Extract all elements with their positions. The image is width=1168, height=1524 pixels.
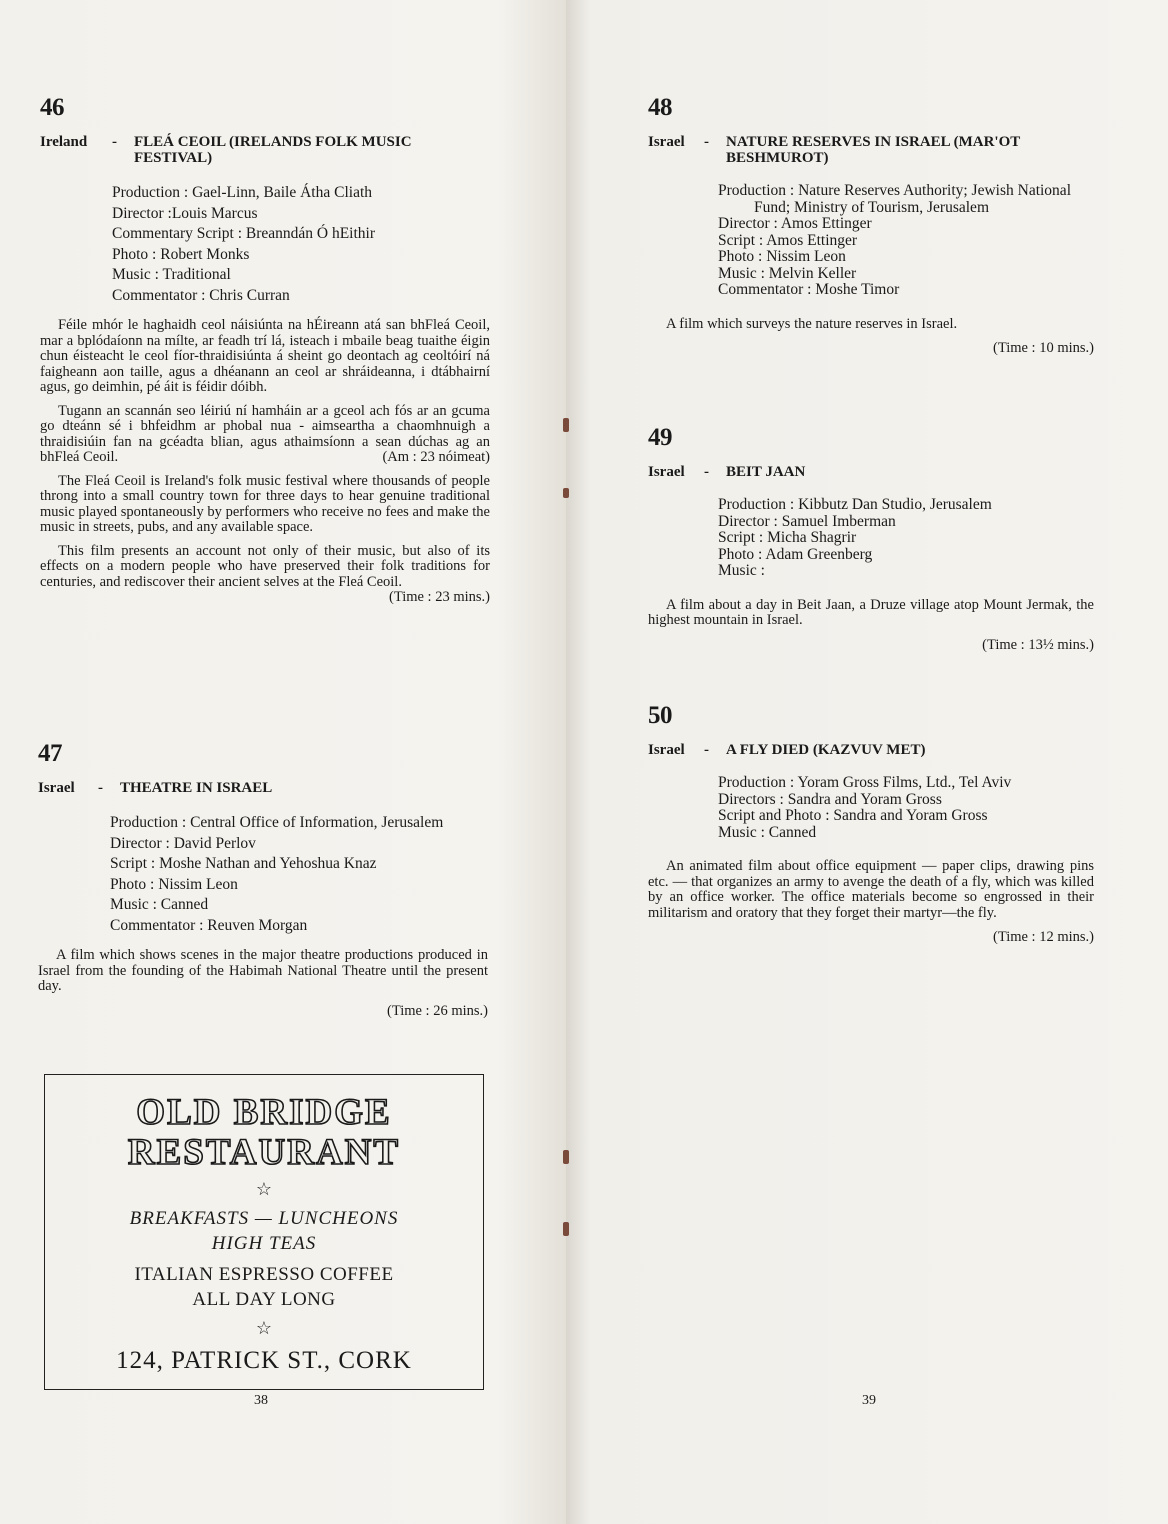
page-number: 38 — [254, 1393, 268, 1408]
running-time: (Time : 23 mins.) — [389, 589, 490, 605]
restaurant-address: 124, PATRICK ST., CORK — [116, 1347, 412, 1374]
restaurant-name-line1: OLD BRIDGE — [136, 1092, 392, 1133]
entry-50 — [648, 702, 1094, 946]
heading-dash: - — [704, 742, 709, 758]
credit-line: Director : Samuel Imberman — [718, 512, 896, 530]
heading-dash: - — [704, 464, 709, 480]
right-page — [566, 0, 1168, 1524]
left-page — [0, 0, 566, 1524]
entry-heading — [648, 134, 1094, 166]
credit-line: Directors : Sandra and Yoram Gross — [718, 790, 942, 808]
credit-line: Music : — [718, 562, 765, 579]
ad-line: HIGH TEAS — [211, 1233, 317, 1254]
binding-staple — [563, 1222, 569, 1236]
credit-line: Production : Central Office of Information, Jerusalem — [110, 814, 444, 831]
restaurant-name-line2: RESTAURANT — [127, 1132, 401, 1173]
description-paragraph — [40, 404, 490, 466]
credit-line: Commentary Script : Breanndán Ó hEithir — [112, 225, 376, 242]
description-paragraph: A film which shows scenes in the major theatre productions produced in Israel from the founding of the Habimah National Theatre until the present day. — [38, 947, 488, 994]
credit-line: Commentator : Reuven Morgan — [110, 916, 308, 934]
credit-line: Director :Louis Marcus — [112, 204, 258, 222]
credit-line: Photo : Adam Greenberg — [718, 545, 873, 563]
description-paragraph: An animated film about office equipment — paper clips, drawing pins etc. — that organizes an army to avenge the death of a fly, which was killed by an office worker. The office materials become so engrossed in their militarism and oratory that they forget their martyr—the fly. — [648, 858, 1094, 921]
entry-title: NATURE RESERVES IN ISRAEL (MAR'OT BESHMUROT) — [726, 134, 1020, 166]
paragraph-text: Tugann an scannán seo léiriú ní hamháin ar a gceol ach fós ar an gcuma go dteánn sé i bhfeidhm ar phobal nua - aimseartha a chaomhnuigh a thraidisiúin fan na gcéadta blian, agus athaimsíonn a sean dúchas ag an bhFleá Ceoil. — [40, 402, 490, 465]
credit-line: Photo : Nissim Leon — [718, 248, 846, 265]
entry-title: A FLY DIED (KAZVUV MET) — [726, 742, 926, 758]
entry-country: Israel — [648, 742, 685, 758]
entry-country: Israel — [648, 134, 685, 150]
running-time: (Time : 10 mins.) — [993, 340, 1094, 356]
credit-line: Photo : Nissim Leon — [110, 875, 238, 893]
credit-line: Script : Amos Ettinger — [718, 231, 858, 249]
description-paragraph: A film about a day in Beit Jaan, a Druze village atop Mount Jermak, the highest mountain in Israel. — [648, 596, 1094, 628]
running-time: (Time : 13½ mins.) — [982, 636, 1094, 653]
description-paragraph: Féile mhór le haghaidh ceol náisiúnta na hÉireann atá san bhFleá Ceoil, mar a bplódaíonn na mílte, ar feadh trí lá, isteach i mbaile beag tuaithe éigin chun éisteacht le ceol fíor-thraidisiúnta á sheint go deontach ag ceoltóirí ná faigheann aon taille, agus a dhéanann an ceol ar shráideanna, i dtábhairní agus, go deimhin, pé áit is féidir dóibh. — [40, 317, 490, 395]
paragraph-text: This film presents an account not only of their music, but also of its effects on a modern people who have preserved their folk traditions for centuries, and rediscover their ancient selves at the Fleá Ceoil. — [40, 542, 490, 590]
entry-number: 49 — [648, 424, 672, 451]
entry-number: 46 — [40, 94, 64, 121]
credit-line: Music : Melvin Keller — [718, 264, 857, 282]
credit-line: Music : Traditional — [112, 266, 231, 283]
ad-line: ITALIAN ESPRESSO COFFEE — [134, 1264, 394, 1285]
heading-dash: - — [704, 134, 709, 150]
credits-list — [112, 183, 490, 306]
credit-line: Script : Moshe Nathan and Yehoshua Knaz — [110, 855, 377, 872]
credit-line: Commentator : Moshe Timor — [718, 281, 900, 298]
running-time: (Time : 26 mins.) — [387, 1002, 488, 1019]
credits-list — [718, 183, 1094, 299]
binding-staple — [563, 488, 569, 498]
entry-heading — [648, 464, 1094, 480]
old-bridge-restaurant-ad — [44, 1074, 484, 1390]
binding-staple — [563, 418, 569, 432]
credit-line: Script : Micha Shagrir — [718, 529, 857, 546]
credit-line: Script and Photo : Sandra and Yoram Gross — [718, 807, 988, 824]
entry-country: Israel — [38, 780, 75, 796]
entry-country: Israel — [648, 464, 685, 480]
entry-number: 48 — [648, 94, 672, 121]
credits-list — [718, 775, 1094, 841]
entry-title: FLEÁ CEOIL (IRELANDS FOLK MUSIC FESTIVAL) — [134, 134, 412, 166]
entry-title: THEATRE IN ISRAEL — [120, 780, 273, 796]
description-paragraph: A film which surveys the nature reserves in Israel. — [666, 315, 958, 332]
credit-line: Music : Canned — [110, 896, 209, 913]
description-paragraph: The Fleá Ceoil is Ireland's folk music festival where thousands of people throng into a small country town for three days to hear genuine traditional music played spontaneously by performers who receive no fees and make the music in streets, pubs, and any available space. — [40, 472, 490, 535]
entry-country: Ireland — [40, 134, 88, 150]
credit-line: Commentator : Chris Curran — [112, 286, 290, 304]
running-time: (Time : 12 mins.) — [993, 929, 1094, 945]
credit-line: Production : Yoram Gross Films, Ltd., Tel Aviv — [718, 774, 1012, 791]
entry-46 — [40, 94, 490, 606]
heading-dash: - — [98, 780, 103, 796]
credit-line: Director : David Perlov — [110, 834, 256, 852]
binding-staple — [563, 1150, 569, 1164]
entry-number: 47 — [38, 740, 62, 767]
entry-heading — [648, 742, 1094, 758]
entry-48 — [648, 94, 1094, 357]
ad-line: BREAKFASTS — LUNCHEONS — [129, 1208, 399, 1229]
credit-line: Director : Amos Ettinger — [718, 215, 872, 232]
star-icon: ☆ — [255, 1179, 273, 1199]
description-paragraph — [40, 542, 490, 605]
entry-heading — [40, 134, 490, 166]
credits-list — [110, 813, 488, 936]
star-icon: ☆ — [255, 1318, 273, 1338]
entry-heading — [38, 780, 488, 796]
heading-dash: - — [112, 134, 117, 150]
running-time: (Am : 23 nóimeat) — [382, 449, 490, 465]
ad-line: ALL DAY LONG — [192, 1289, 336, 1310]
entry-49 — [648, 424, 1094, 654]
credit-line: Music : Canned — [718, 823, 817, 841]
page-number: 39 — [862, 1393, 876, 1408]
entry-47 — [38, 740, 488, 1020]
credits-list — [718, 497, 1094, 580]
entry-title: BEIT JAAN — [726, 464, 806, 480]
credit-line: Production : Kibbutz Dan Studio, Jerusalem — [718, 496, 992, 513]
credit-line: Production : Nature Reserves Authority; Jewish National Fund; Ministry of Tourism, Jerusalem — [718, 182, 1071, 216]
credit-line: Production : Gael-Linn, Baile Átha Cliath — [112, 184, 373, 201]
entry-number: 50 — [648, 702, 672, 729]
credit-line: Photo : Robert Monks — [112, 245, 250, 263]
